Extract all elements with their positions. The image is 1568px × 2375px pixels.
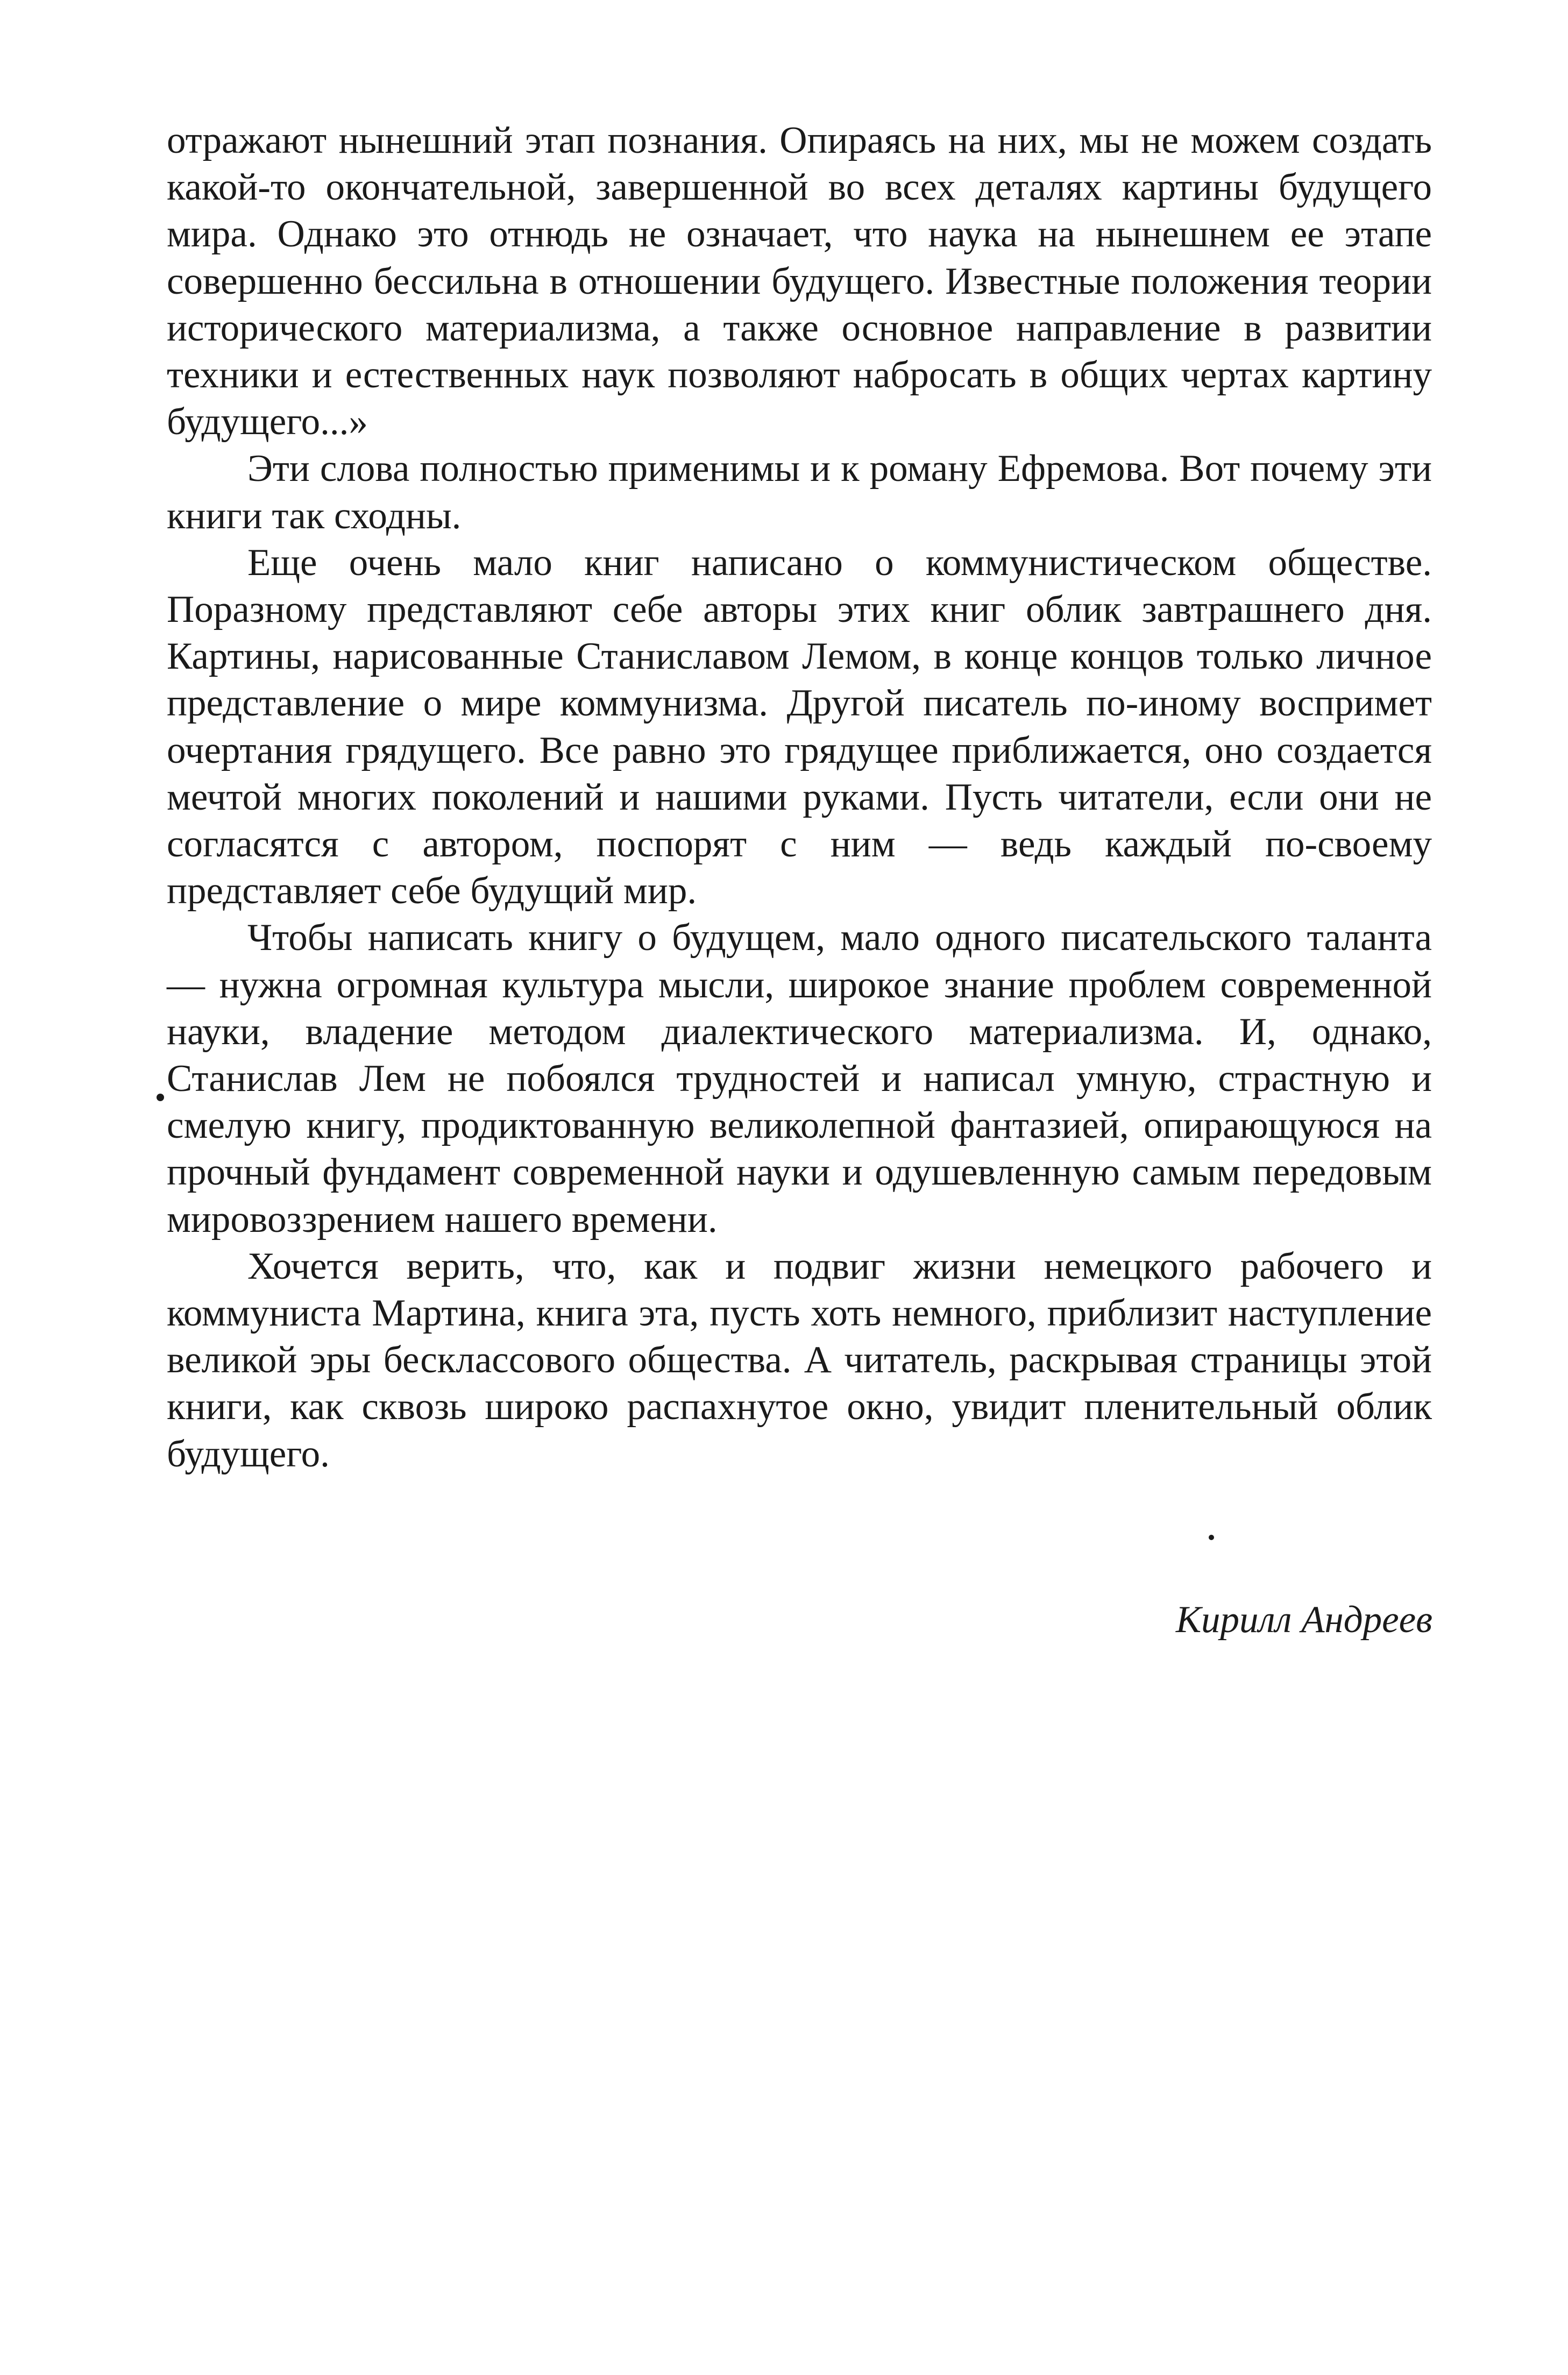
author-signature: Кирилл Андреев	[1175, 1599, 1432, 1641]
paragraph-continued: отражают нынешний этап познания. Опираясь на них, мы не можем создать какой-то окончательной, завершенной во всех деталях картины будущего мира. Однако это отнюдь не означает, что наука на нынешнем ее этапе совершенно бессильна в отношении будущего. Известные положения теории исторического материализма, а также основное направление в развитии техники и естественных наук позволяют набросать в общих чертах картину будущего...»	[167, 119, 1432, 443]
paragraph: Чтобы написать книгу о будущем, мало одного писательского таланта — нужна огромная культура мысли, широкое знание проблем современной науки, владение методом диалектического материализма. И, однако, Станислав Лем не побоялся трудностей и написал умную, страстную и смелую книгу, продиктованную великолепной фантазией, опирающуюся на прочный фундамент современной науки и одушевленную самым передовым мировоззрением нашего времени.	[167, 917, 1432, 1240]
body-text	[167, 117, 1432, 1478]
paragraph: Еще очень мало книг написано о коммунистическом обществе. Поразному представляют себе авторы этих книг облик завтрашнего дня. Картины, нарисованные Станиславом Лемом, в конце концов только личное представление о мире коммунизма. Другой писатель по-иному воспримет очертания грядущего. Все равно это грядущее приближается, оно создается мечтой многих поколений и нашими руками. Пусть читатели, если они не согласятся с автором, поспорят с ним — ведь каждый по-своему представляет себе будущий мир.	[167, 541, 1432, 912]
ink-speck	[1209, 1535, 1214, 1540]
paragraph: Хочется верить, что, как и подвиг жизни немецкого рабочего и коммуниста Мартина, книга эта, пусть хоть немного, приблизит наступление великой эры бесклассового общества. А читатель, раскрывая страницы этой книги, как сквозь широко распахнутое окно, увидит пленительный облик будущего.	[167, 1245, 1432, 1475]
ink-speck	[157, 1094, 164, 1101]
paragraph: Эти слова полностью применимы и к роману Ефремова. Вот почему эти книги так сходны.	[167, 448, 1432, 537]
